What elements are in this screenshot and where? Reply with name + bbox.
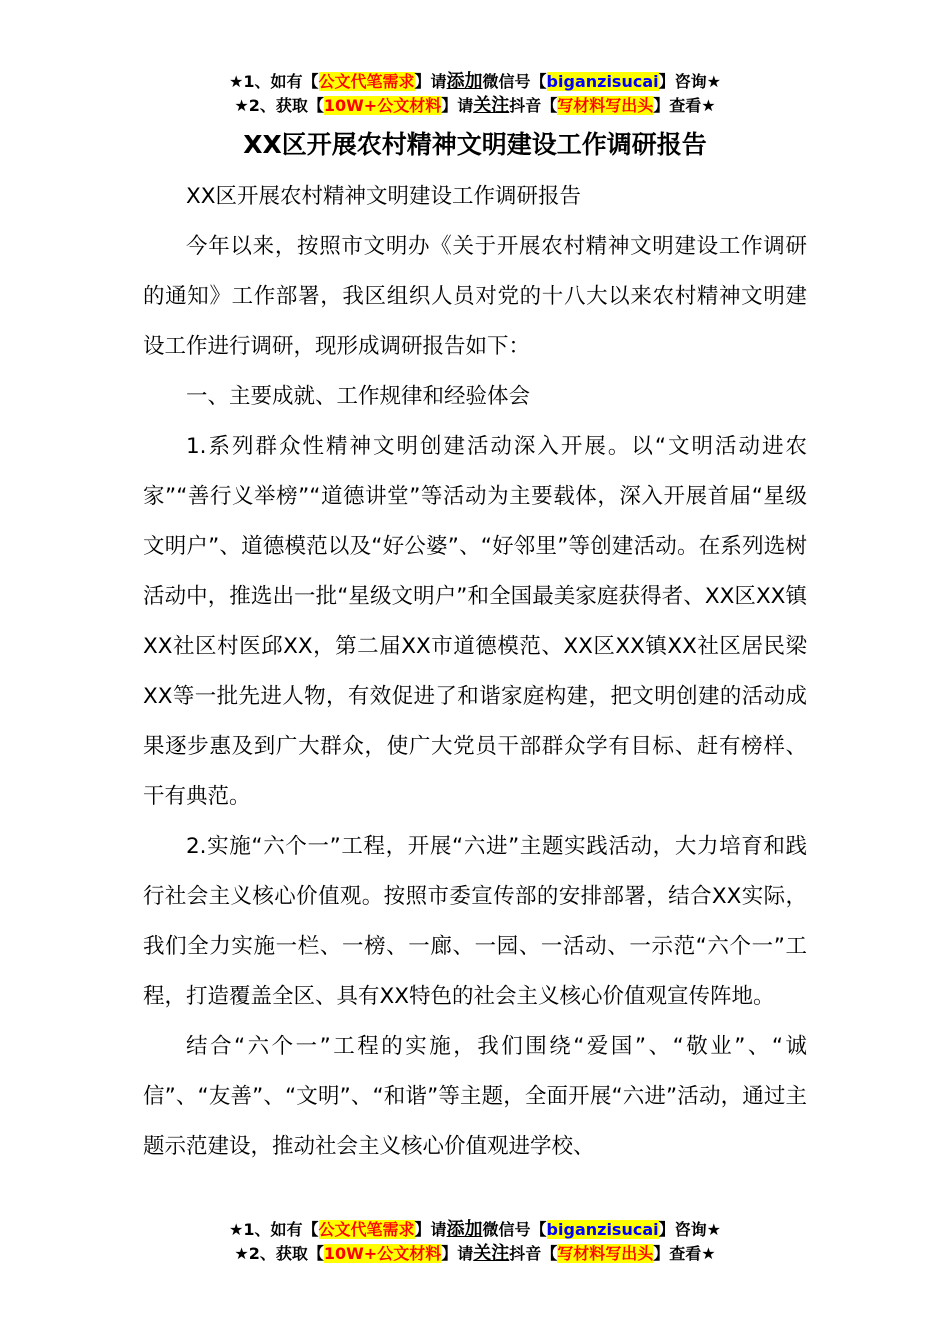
- promo-text: 】请: [441, 1244, 474, 1263]
- promo-highlight: 公文代笔需求: [318, 1220, 415, 1239]
- promo-text: 】查看★: [653, 1244, 716, 1263]
- promo-text: 】咨询★: [658, 72, 721, 91]
- paragraph: 2.实施“六个一”工程，开展“六进”主题实践活动，大力培育和践行社会主义核心价值观。按照市委宣传部的安排部署，结合XX实际，我们全力实施一栏、一榜、一廊、一园、一活动、一示范“六个一”工程，打造覆盖全区、具有XX特色的社会主义核心价值观宣传阵地。: [143, 834, 807, 1009]
- promo-text: ★1、如有【: [229, 72, 319, 91]
- header-promo: [0, 70, 950, 118]
- promo-text: 】请: [414, 72, 447, 91]
- footer-promo: [0, 1218, 950, 1266]
- promo-text: 】咨询★: [658, 1220, 721, 1239]
- promo-line-2: [0, 94, 950, 118]
- promo-douyin-id[interactable]: 写材料写出头: [557, 96, 654, 115]
- paragraph: 今年以来，按照市文明办《关于开展农村精神文明建设工作调研的通知》工作部署，我区组织人员对党的十八大以来农村精神文明建设工作进行调研，现形成调研报告如下：: [143, 234, 807, 359]
- promo-emphasis: 添加: [446, 71, 483, 92]
- promo-douyin-id[interactable]: 写材料写出头: [557, 1244, 654, 1263]
- promo-text: ★2、获取【: [234, 96, 324, 115]
- promo-highlight: 10W+公文材料: [323, 1244, 442, 1263]
- promo-highlight: 10W+公文材料: [323, 96, 442, 115]
- promo-highlight: 公文代笔需求: [318, 72, 415, 91]
- promo-text: 微信号【: [482, 72, 547, 91]
- promo-emphasis: 关注: [473, 1243, 510, 1264]
- document-body: [143, 172, 807, 1172]
- promo-emphasis: 添加: [446, 1219, 483, 1240]
- promo-emphasis: 关注: [473, 95, 510, 116]
- promo-text: 】查看★: [653, 96, 716, 115]
- promo-line-1: [0, 1218, 950, 1242]
- promo-text: ★2、获取【: [234, 1244, 324, 1263]
- promo-wechat-id[interactable]: biganzisucai: [546, 1220, 659, 1239]
- promo-text: 微信号【: [482, 1220, 547, 1239]
- paragraph: 1.系列群众性精神文明创建活动深入开展。以“文明活动进农家”“善行义举榜”“道德讲堂”等活动为主要载体，深入开展首届“星级文明户”、道德模范以及“好公婆”、“好邻里”等创建活动。在系列选树活动中，推选出一批“星级文明户”和全国最美家庭获得者、XX区XX镇XX社区村医邱XX，第二届XX市道德模范、XX区XX镇XX社区居民梁XX等一批先进人物，有效促进了和谐家庭构建，把文明创建的活动成果逐步惠及到广大群众，使广大党员干部群众学有目标、赶有榜样、干有典范。: [143, 434, 807, 809]
- promo-wechat-id[interactable]: biganzisucai: [546, 72, 659, 91]
- promo-text: 】请: [414, 1220, 447, 1239]
- paragraph: 结合“六个一”工程的实施，我们围绕“爱国”、“敬业”、“诚信”、“友善”、“文明”、“和谐”等主题，全面开展“六进”活动，通过主题示范建设，推动社会主义核心价值观进学校、: [143, 1034, 807, 1159]
- promo-line-1: [0, 70, 950, 94]
- section-heading: 一、主要成就、工作规律和经验体会: [186, 384, 531, 409]
- promo-text: ★1、如有【: [229, 1220, 319, 1239]
- promo-line-2: [0, 1242, 950, 1266]
- promo-text: 抖音【: [509, 1244, 558, 1263]
- promo-text: 】请: [441, 96, 474, 115]
- paragraph: XX区开展农村精神文明建设工作调研报告: [186, 184, 581, 209]
- document-title: XX区开展农村精神文明建设工作调研报告: [243, 130, 707, 159]
- promo-text: 抖音【: [509, 96, 558, 115]
